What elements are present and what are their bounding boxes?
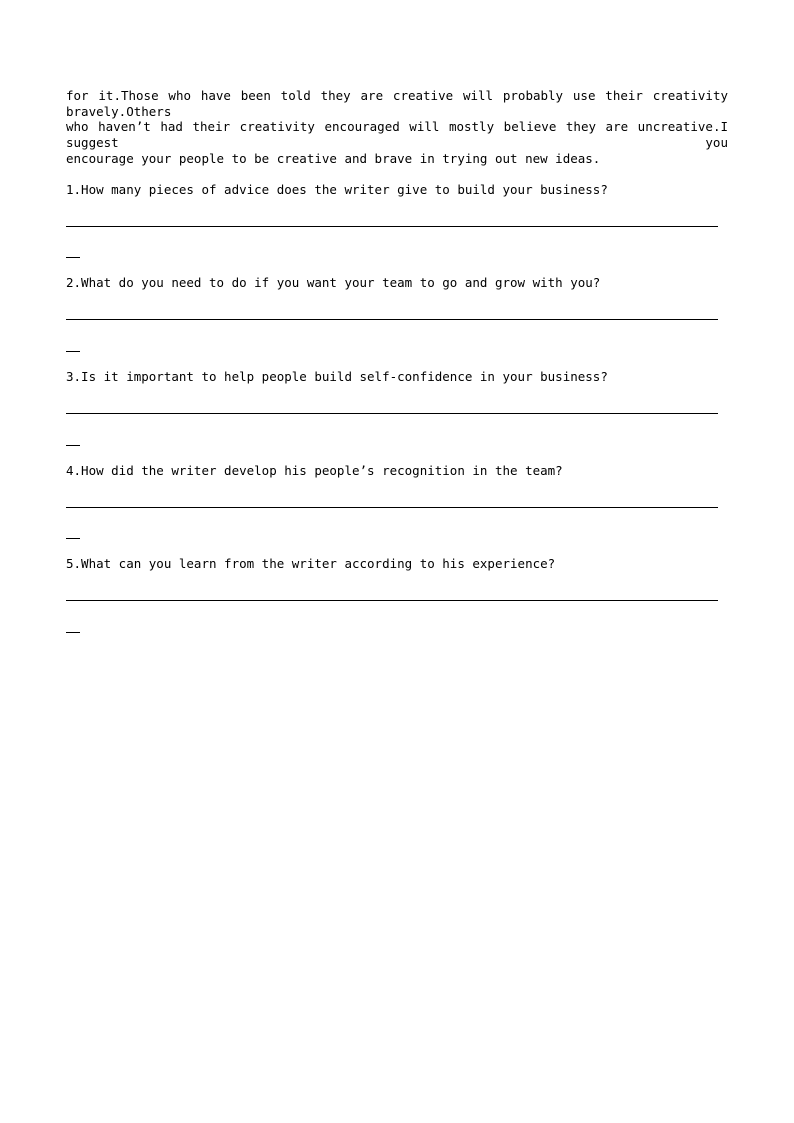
question-5: 5.What can you learn from the writer according to his experience?	[66, 556, 556, 571]
question-4: 4.How did the writer develop his people’s recognition in the team?	[66, 463, 563, 478]
question-3: 3.Is it important to help people build self-confidence in your business?	[66, 369, 608, 384]
answer-line-5[interactable]	[66, 600, 718, 601]
answer-line-1-continuation	[66, 257, 80, 258]
passage-line-3: encourage your people to be creative and brave in trying out new ideas.	[66, 151, 601, 166]
question-2: 2.What do you need to do if you want your team to go and grow with you?	[66, 275, 601, 290]
answer-line-1[interactable]	[66, 226, 718, 227]
answer-line-2[interactable]	[66, 319, 718, 320]
answer-line-5-continuation	[66, 632, 80, 633]
passage-line-1: for it.Those who have been told they are creative will probably use their creativity bravely.Others	[66, 88, 728, 119]
passage-line-2: who haven’t had their creativity encouraged will mostly believe they are uncreative.I suggest you	[66, 119, 728, 150]
question-1: 1.How many pieces of advice does the writer give to build your business?	[66, 182, 608, 197]
answer-line-3[interactable]	[66, 413, 718, 414]
answer-line-4[interactable]	[66, 507, 718, 508]
answer-line-3-continuation	[66, 445, 80, 446]
answer-line-2-continuation	[66, 351, 80, 352]
answer-line-4-continuation	[66, 538, 80, 539]
